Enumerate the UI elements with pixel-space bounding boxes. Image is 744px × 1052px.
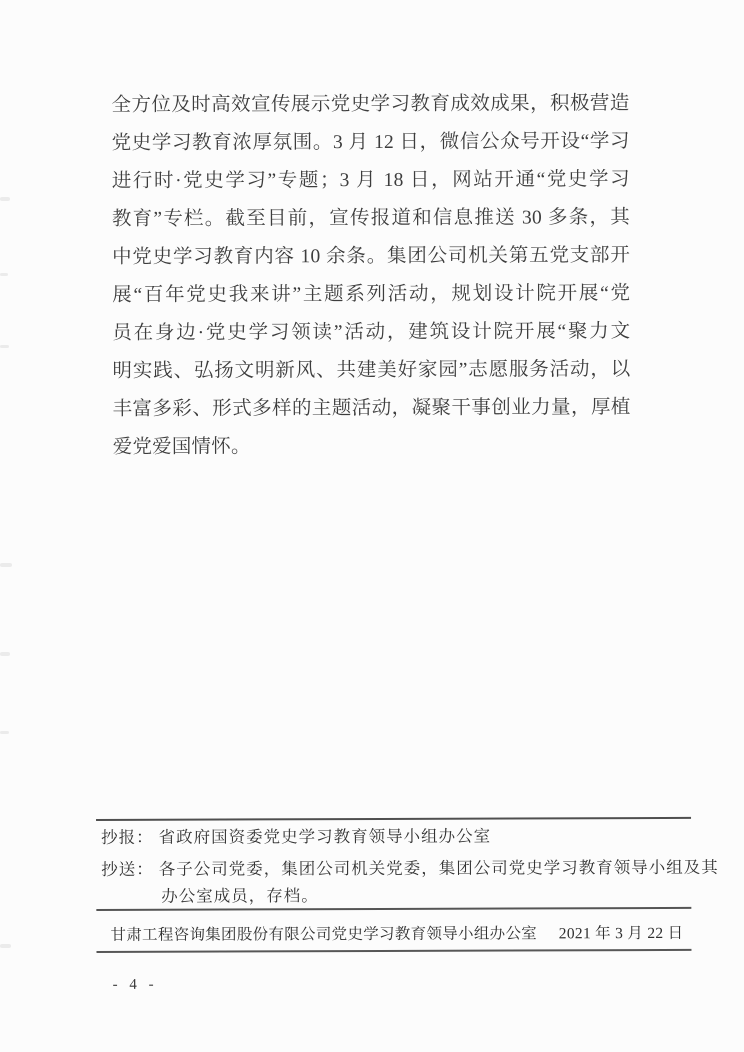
body-line: 中党史学习教育内容 10 余条。集团公司机关第五党支部开 — [112, 245, 631, 268]
scan-artifact — [0, 273, 8, 276]
body-line: 展“百年党史我来讲”主题系列活动，规划设计院开展“党 — [112, 283, 631, 306]
body-line: 全方位及时高效宣传展示党史学习教育成效成果，积极营造 — [111, 93, 630, 116]
copy-send-row — [101, 857, 719, 881]
body-line-last: 爱党爱国情怀。 — [112, 436, 251, 458]
body-line: 明实践、弘扬文明新风、共建美好家园”志愿服务活动，以 — [112, 359, 631, 382]
distribution-divider-top — [96, 817, 691, 821]
page-number: - 4 - — [112, 976, 158, 993]
footer-divider — [96, 949, 691, 953]
body-line: 员在身边·党史学习领读”活动，建筑设计院开展“聚力文 — [112, 321, 631, 344]
body-line: 丰富多彩、形式多样的主题活动，凝聚干事创业力量，厚植 — [112, 397, 631, 420]
body-line: 教育”专栏。截至目前，宣传报道和信息推送 30 多条，其 — [111, 207, 630, 230]
scan-artifact — [0, 731, 9, 734]
scan-artifact — [0, 345, 9, 348]
body-line: 党史学习教育浓厚氛围。3 月 12 日，微信公众号开设“学习 — [111, 131, 630, 154]
copy-report-row — [101, 826, 491, 849]
scan-artifact — [0, 944, 11, 948]
body-paragraph — [111, 85, 630, 467]
issuer-name: 甘肃工程咨询集团股份有限公司党史学习教育领导小组办公室 — [110, 925, 538, 944]
copy-send-value-continuation: 办公室成员，存档。 — [161, 886, 319, 906]
scan-artifact — [0, 197, 10, 201]
copy-report-label: 抄报： — [101, 827, 154, 847]
issuer-row — [96, 923, 691, 947]
body-line: 进行时·党史学习”专题；3 月 18 日，网站开通“党史学习 — [111, 169, 630, 192]
copy-send-label: 抄送： — [101, 859, 154, 879]
scan-artifact — [0, 563, 12, 567]
scan-artifact — [0, 652, 10, 656]
copy-send-value: 各子公司党委，集团公司机关党委，集团公司党史学习教育领导小组及其 — [158, 857, 719, 879]
copy-report-value: 省政府国资委党史学习教育领导小组办公室 — [158, 826, 492, 847]
issue-date: 2021 年 3 月 22 日 — [558, 924, 684, 943]
